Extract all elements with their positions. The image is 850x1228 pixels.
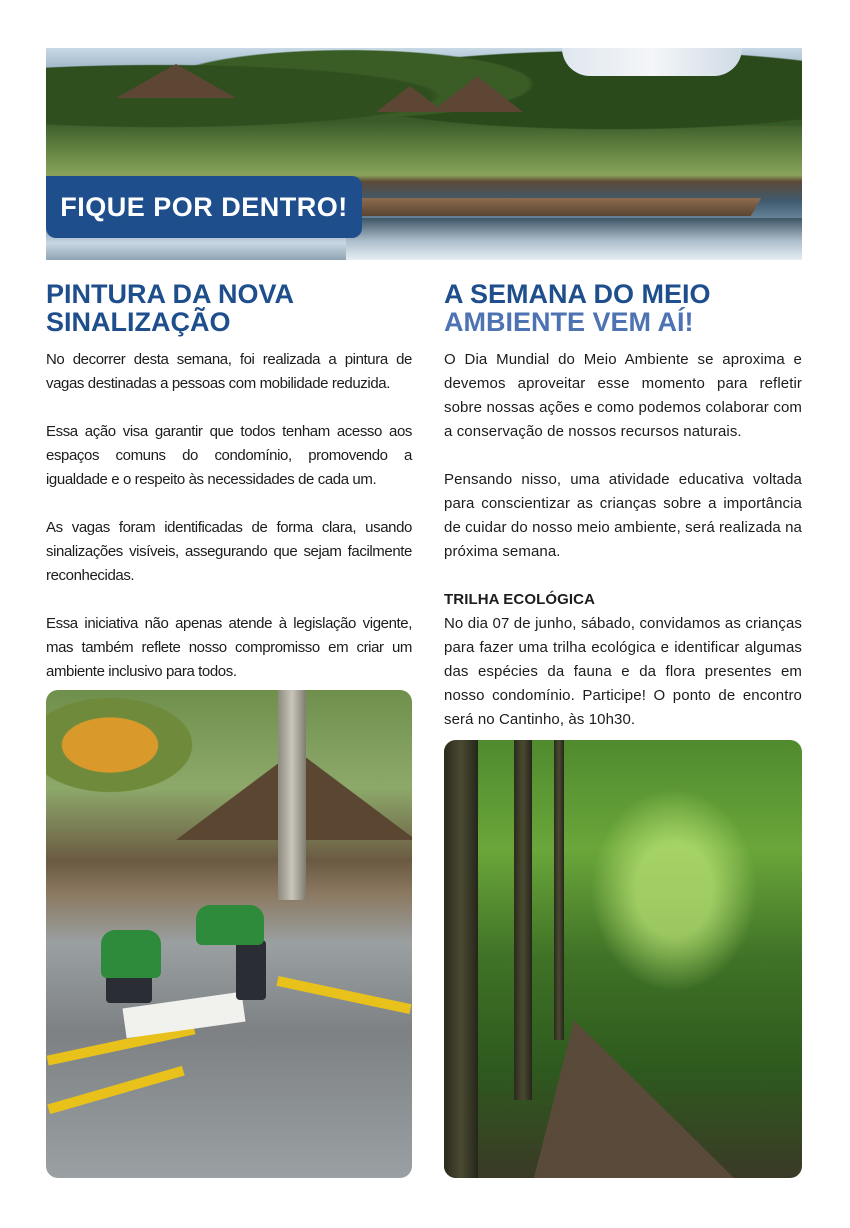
paragraph: As vagas foram identificadas de forma clara, usando sinalizações visíveis, assegurando que sejam facilmente reconhecidas. bbox=[46, 519, 412, 584]
article-title bbox=[444, 280, 802, 336]
title-line-2: SINALIZAÇÃO bbox=[46, 307, 231, 337]
paragraph: No dia 07 de junho, sábado, convidamos as crianças para fazer uma trilha ecológica e identificar algumas das espécies da fauna e da flora presentes em nosso condomínio. Participe! O ponto de encontro será no Cantinho, às 10h30. bbox=[444, 615, 802, 728]
wooden-deck bbox=[351, 198, 761, 216]
photo-sunlight bbox=[584, 780, 764, 1000]
paragraph: No decorrer desta semana, foi realizada a pintura de vagas destinadas a pessoas com mobilidade reduzida. bbox=[46, 351, 412, 392]
paragraph: Essa iniciativa não apenas atende à legislação vigente, mas também reflete nosso compromisso em criar um ambiente inclusivo para todos. bbox=[46, 615, 412, 680]
title-line-1: A SEMANA DO MEIO bbox=[444, 279, 711, 309]
worker bbox=[101, 930, 161, 978]
photo-workers-painting-parking bbox=[46, 690, 412, 1178]
article-body bbox=[444, 348, 802, 732]
worker-legs bbox=[106, 975, 152, 1003]
photo-tree-trunk bbox=[278, 690, 306, 900]
article-title bbox=[46, 280, 412, 336]
tree-trunk bbox=[514, 740, 532, 1100]
article-body bbox=[46, 348, 412, 684]
title-line-2: AMBIENTE VEM AÍ! bbox=[444, 307, 694, 337]
yellow-stripe bbox=[276, 976, 411, 1014]
thatched-hut bbox=[116, 64, 236, 98]
hero-sky bbox=[562, 48, 742, 76]
thatched-hut bbox=[431, 76, 523, 112]
article-signage bbox=[46, 280, 412, 708]
worker bbox=[196, 905, 264, 945]
tree-trunk bbox=[444, 740, 478, 1178]
photo-forest-trail bbox=[444, 740, 802, 1178]
subheading: TRILHA ECOLÓGICA bbox=[444, 591, 596, 608]
paragraph: O Dia Mundial do Meio Ambiente se aproxima e devemos aproveitar esse momento para refletir sobre nossas ações e como podemos colaborar com a conservação de nossos recursos naturais. bbox=[444, 351, 802, 440]
banner-label: FIQUE POR DENTRO! bbox=[60, 191, 348, 222]
lake-reflection bbox=[346, 218, 802, 260]
dirt-path bbox=[534, 1020, 734, 1178]
tree-trunk bbox=[554, 740, 564, 1040]
worker-legs bbox=[236, 940, 266, 1000]
paragraph: Pensando nisso, uma atividade educativa voltada para conscientizar as crianças sobre a importância de cuidar do nosso meio ambiente, será realizada na próxima semana. bbox=[444, 471, 802, 560]
section-banner bbox=[46, 176, 362, 238]
title-line-1: PINTURA DA NOVA bbox=[46, 279, 294, 309]
paragraph: Essa ação visa garantir que todos tenham acesso aos espaços comuns do condomínio, promovendo a igualdade e o respeito às necessidades de cada um. bbox=[46, 423, 412, 488]
yellow-stripe bbox=[47, 1066, 184, 1114]
article-environment-week bbox=[444, 280, 802, 732]
